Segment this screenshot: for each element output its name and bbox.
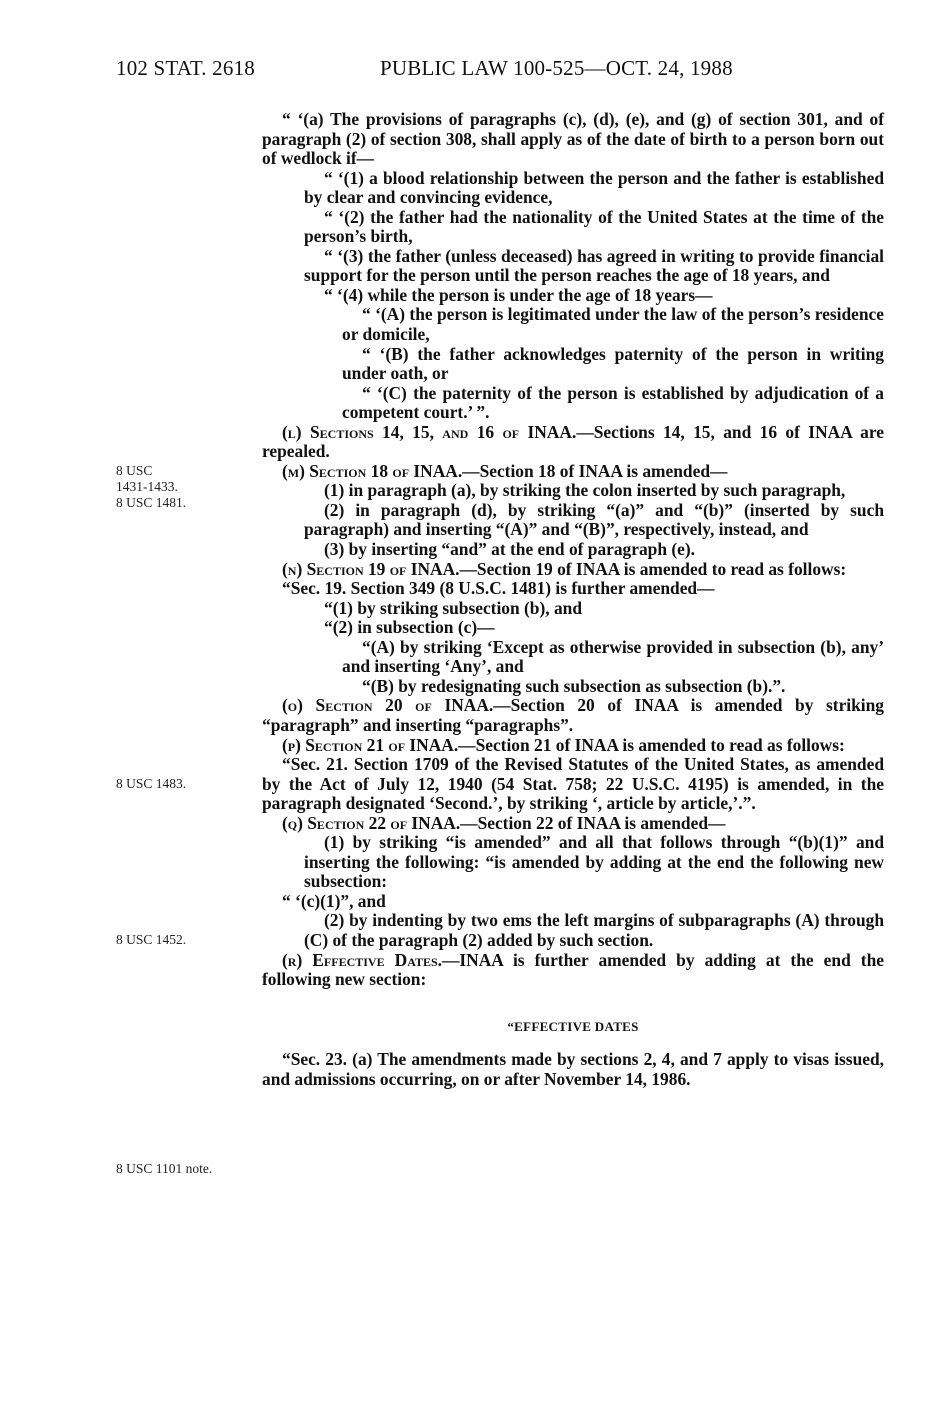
margin-note-usc-1481: 8 USC 1481. [116, 495, 187, 510]
margin-note-usc-1483: 8 USC 1483. [116, 776, 187, 791]
subsection-q [262, 814, 884, 834]
paragraph-q1-cont: “ ‘(c)(1)”, and [282, 890, 386, 911]
public-law-title: PUBLIC LAW 100-525—OCT. 24, 1988 [380, 56, 733, 80]
effective-dates-heading: “EFFECTIVE DATES [507, 1018, 639, 1034]
stat-citation: 102 STAT. 2618 [116, 56, 255, 80]
paragraph-q2: (2) by indenting by two ems the left margins of subparagraphs (A) through (C) of the paragraph (2) added by such section. [304, 910, 884, 950]
subsection-m-heading: (m) Section 18 of INAA. [282, 460, 463, 481]
margin-note-usc-1452: 8 USC 1452. [116, 932, 187, 947]
subparagraph-n2A: “(A) by striking ‘Except as otherwise provided in subsection (b), any’ and inserting ‘Any’, and [342, 636, 884, 677]
paragraph-m2: (2) in paragraph (d), by striking “(a)” and “(b)” (inserted by such paragraph) and inserting “(A)” and “(B)”, respectively, instead, and [304, 499, 884, 540]
section-23-text: “Sec. 23. (a) The amendments made by sections 2, 4, and 7 apply to visas issued, and admissions occurring, on or after November 14, 1986. [262, 1049, 884, 1089]
subsection-o-heading: (o) Section 20 of INAA. [282, 695, 494, 716]
subsection-n-heading: (n) Section 19 of INAA. [282, 558, 460, 579]
subsection-n [262, 560, 884, 580]
subparagraph-a4B: “ ‘(B) the father acknowledges paternity of the person in writing under oath, or [342, 343, 884, 384]
subsection-m [262, 462, 884, 482]
subparagraph-n2B: “(B) by redesignating such subsection as subsection (b).”. [362, 675, 786, 696]
subsection-p-text: —Section 21 of INAA is amended to read as follows: [458, 734, 845, 755]
subsection-n-text: —Section 19 of INAA is amended to read as follows: [459, 558, 847, 579]
subsection-p [262, 736, 884, 756]
subsection-r-heading: (r) Effective Dates. [282, 949, 443, 970]
subsection-p-heading: (p) Section 21 of INAA. [282, 734, 459, 755]
section-21-text: “Sec. 21. Section 1709 of the Revised Statutes of the United States, as amended by the Act of July 12, 1940 (54 Stat. 758; 22 U.S.C. 4195) is amended, in the paragraph designated ‘Second.’, by striking ‘, article by article,’.”. [262, 754, 884, 814]
subsection-o-text: —Section 20 of INAA is amended by striking “paragraph” and inserting “paragraphs”. [262, 695, 884, 735]
subsection-l-heading: (l) Sections 14, 15, and 16 of INAA. [282, 421, 577, 442]
paragraph-q1: (1) by striking “is amended” and all that follows through “(b)(1)” and inserting the following: “is amended by adding at the end the following new subsection: [304, 832, 884, 892]
subsection-q-text: —Section 22 of INAA is amended— [460, 812, 726, 833]
subsection-a-intro: “ ‘(a) The provisions of paragraphs (c), (d), (e), and (g) of section 301, and of paragraph (2) of section 308, shall apply as of the date of birth to a person born out of wedlock if— [262, 109, 884, 169]
subsection-r [262, 951, 884, 990]
subsection-l [262, 423, 884, 462]
paragraph-a3: “ ‘(3) the father (unless deceased) has agreed in writing to provide financial support for the person until the person reaches the age of 18 years, and [304, 245, 884, 286]
subsection-m-text: —Section 18 of INAA is amended— [462, 460, 728, 481]
paragraph-m3: (3) by inserting “and” at the end of paragraph (e). [324, 539, 696, 560]
paragraph-a1: “ ‘(1) a blood relationship between the person and the father is established by clear and convincing evidence, [304, 167, 884, 208]
section-19-text: “Sec. 19. Section 349 (8 U.S.C. 1481) is further amended— [282, 578, 715, 599]
statute-body [262, 110, 884, 1089]
subsection-o [262, 696, 884, 735]
subparagraph-a4A: “ ‘(A) the person is legitimated under the law of the person’s residence or domicile, [342, 304, 884, 345]
paragraph-a2: “ ‘(2) the father had the nationality of the United States at the time of the person’s birth, [304, 206, 884, 247]
margin-note-usc-1101: 8 USC 1101 note. [116, 1161, 213, 1176]
subsection-r-text: —INAA is further amended by adding at the end the following new section: [262, 949, 884, 990]
subsection-q-heading: (q) Section 22 of INAA. [282, 812, 461, 833]
paragraph-m1: (1) in paragraph (a), by striking the colon inserted by such paragraph, [324, 480, 846, 501]
subsection-l-text: —Sections 14, 15, and 16 of INAA are repealed. [262, 421, 885, 462]
paragraph-n2: “(2) in subsection (c)— [324, 617, 495, 638]
margin-note-usc-1431: 8 USC 1431-1433. [116, 463, 178, 494]
paragraph-a4: “ ‘(4) while the person is under the age of 18 years— [324, 284, 713, 305]
paragraph-n1: “(1) by striking subsection (b), and [324, 597, 583, 618]
subparagraph-a4C: “ ‘(C) the paternity of the person is established by adjudication of a competent court.’ ”. [342, 382, 884, 423]
